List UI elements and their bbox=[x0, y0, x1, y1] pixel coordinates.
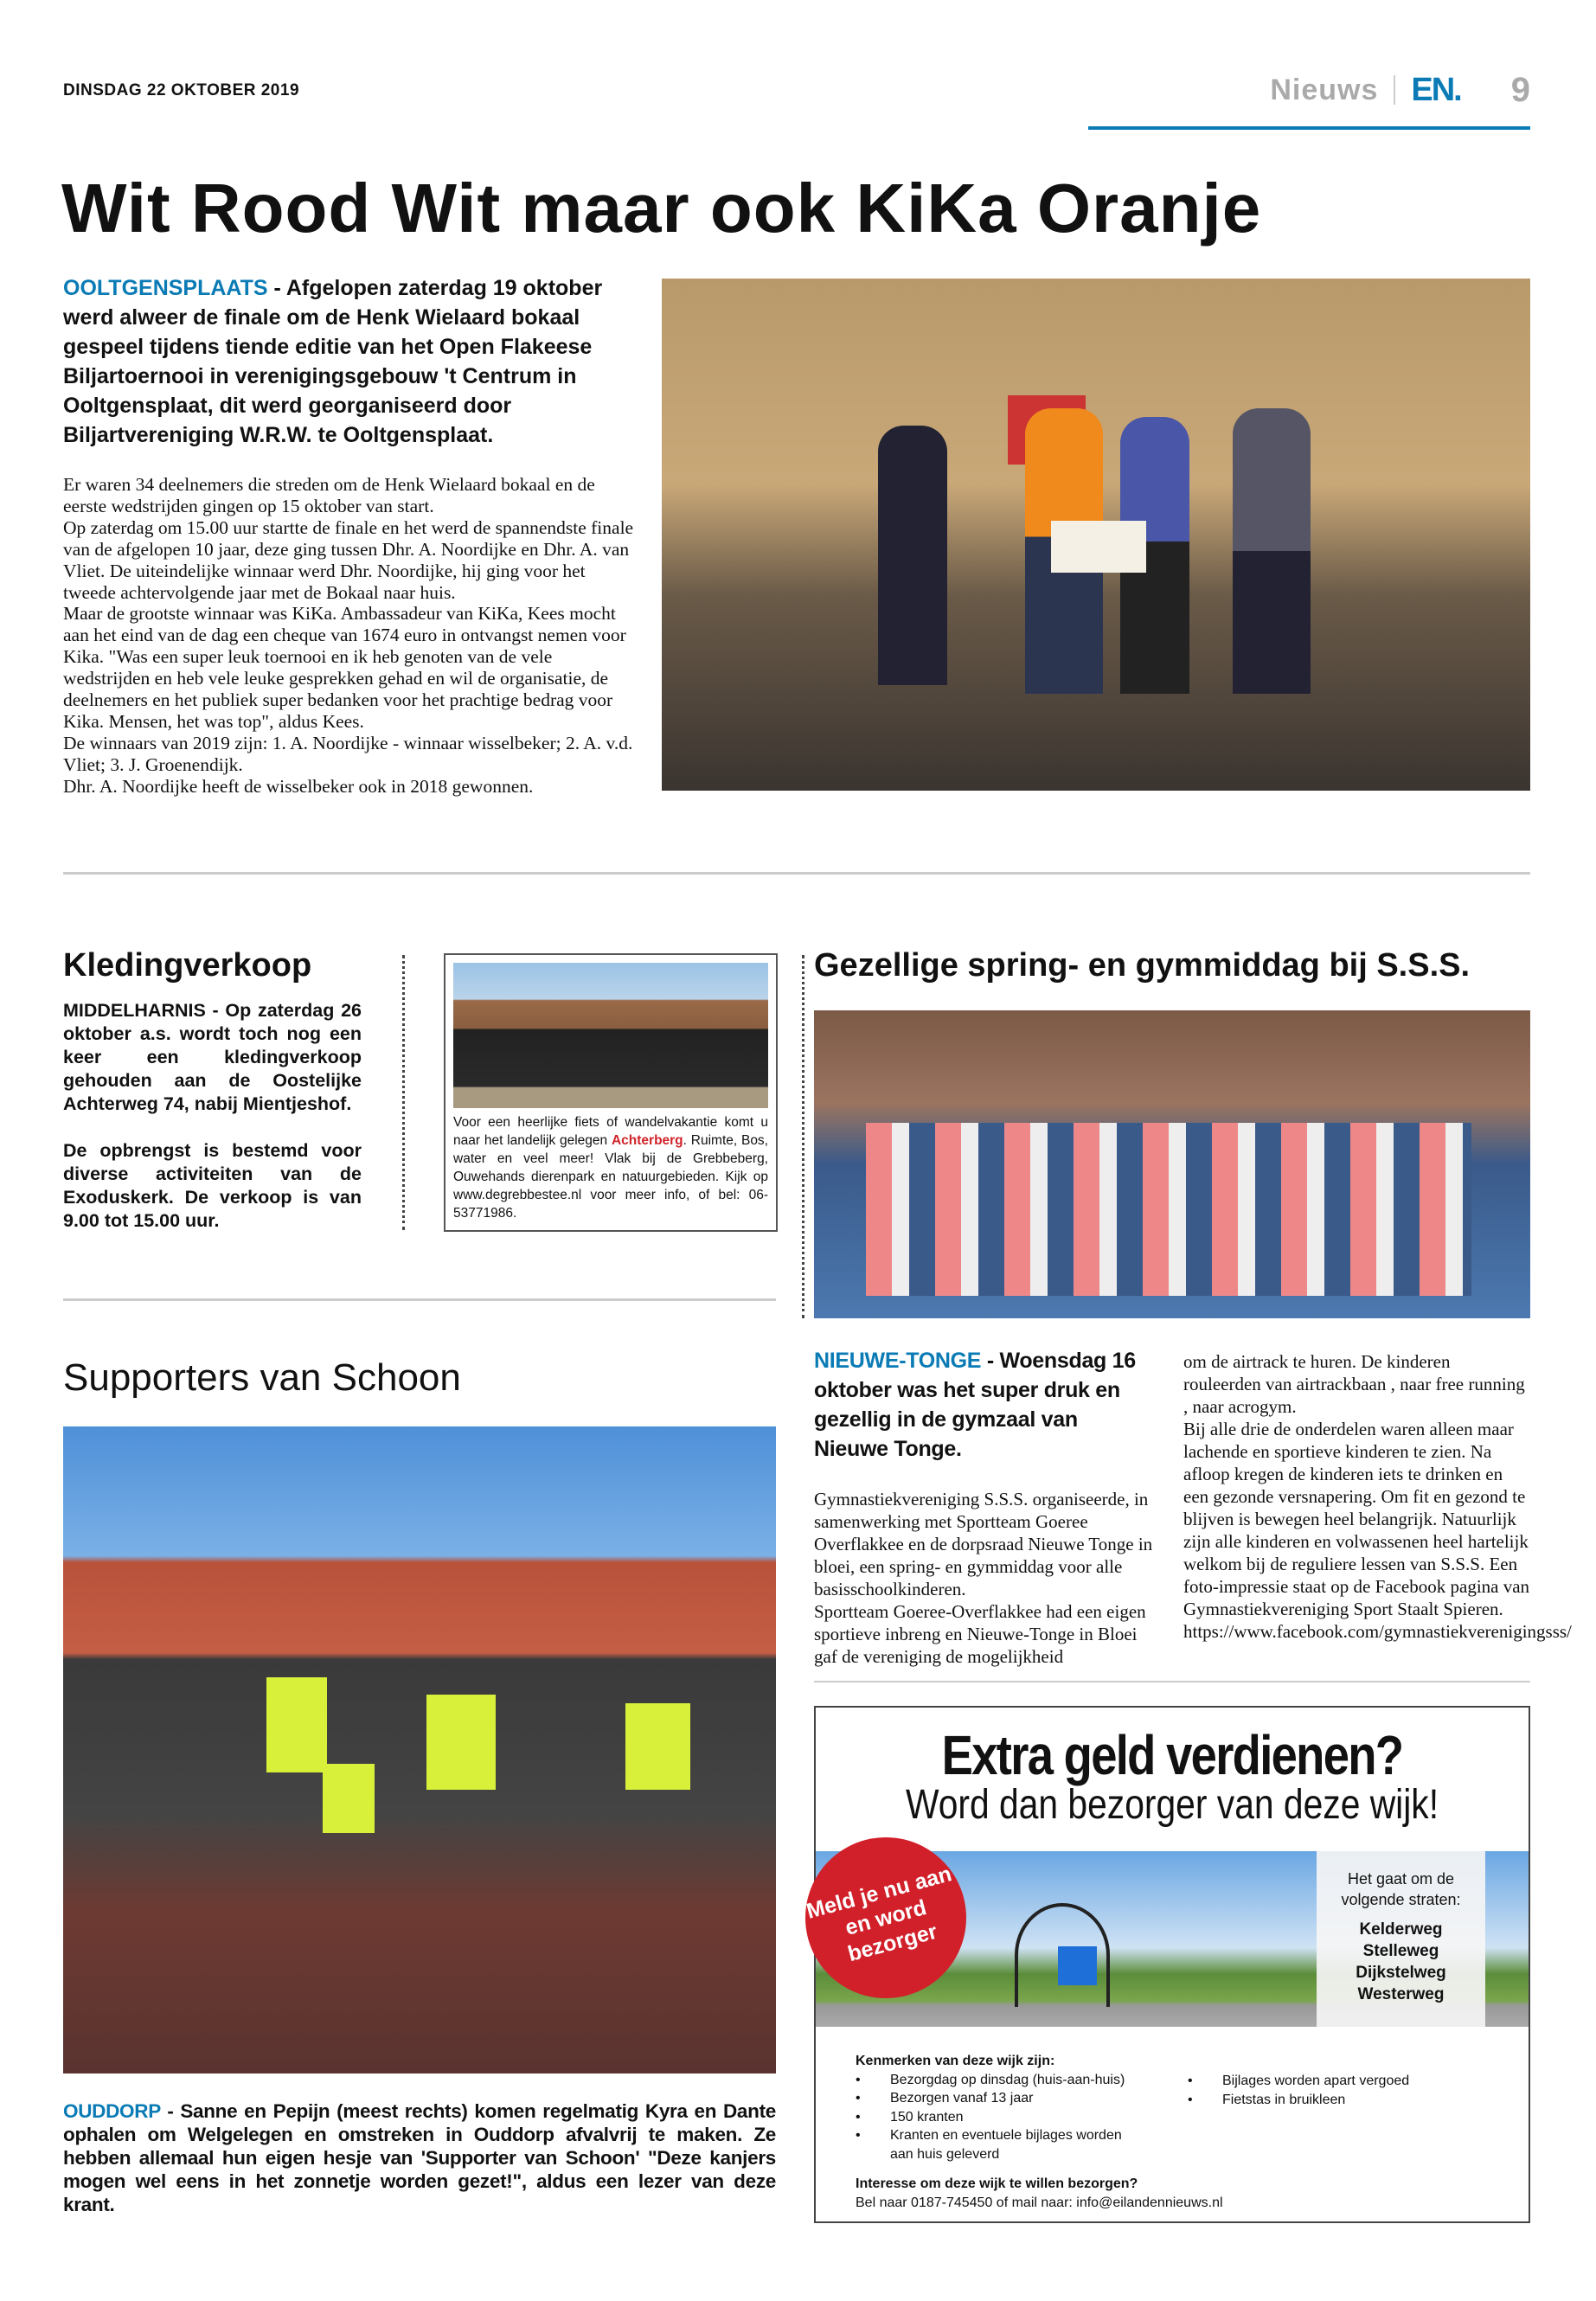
kledingverkoop-title: Kledingverkoop bbox=[63, 947, 312, 984]
supporters-title: Supporters van Schoon bbox=[63, 1356, 461, 1399]
vest bbox=[266, 1677, 327, 1772]
children-group bbox=[866, 1123, 1471, 1296]
gym-body-col2 bbox=[1183, 1350, 1572, 1643]
feature-item: • Bezorgen vanaf 13 jaar bbox=[856, 2089, 1141, 2108]
issue-date: DINSDAG 22 OKTOBER 2019 bbox=[63, 81, 300, 99]
feature-item: • Fietstas in bruikleen bbox=[1188, 2091, 1409, 2110]
dateline: OUDDORP bbox=[63, 2100, 161, 2122]
dateline: NIEUWE-TONGE bbox=[814, 1349, 982, 1373]
feature-item: • Bijlages worden apart vergoed bbox=[1188, 2072, 1409, 2091]
advert-headline: Extra geld verdienen? bbox=[941, 1724, 1403, 1786]
cta-title: Interesse om deze wijk te willen bezorgen? bbox=[856, 2176, 1138, 2191]
paragraph: Dhr. A. Noordijke heeft de wisselbeker ook in 2018 gewonnen. bbox=[63, 775, 534, 797]
lead-text: - Woensdag 16 oktober was het super druk en gezellig in de gymzaal van Nieuwe Tonge. bbox=[814, 1349, 1136, 1461]
delivery-bag bbox=[1058, 1946, 1097, 1985]
section-divider bbox=[814, 1681, 1530, 1682]
features-list bbox=[856, 2052, 1141, 2163]
paragraph: Gymnastiekvereniging S.S.S. organiseerde, in samenwerking met Sportteam Goeree Overflakkee en de dorpsraad Nieuwe Tonge in bloei, een spring- en gymmiddag voor alle basisschoolkinderen. bbox=[814, 1489, 1153, 1599]
person bbox=[878, 426, 947, 685]
feature-item: • Kranten en eventuele bijlages worden aan huis geleverd bbox=[856, 2126, 1141, 2163]
paragraph: Op zaterdag om 15.00 uur startte de finale en het werd de spannendste finale van de afgelopen 10 jaar, deze ging tussen Dhr. A. Noordijke en Dhr. A. van Vliet. De uiteindelijke winnaar werd Dhr. Noordijke, hij ging voor het tweede achtervolgende jaar met de Bokaal naar huis. bbox=[63, 516, 634, 603]
text: Voor een heerlijke fiets of wandelvakantie komt u naar het landelijk gelegen bbox=[453, 1115, 768, 1148]
streets-intro: Het gaat om de volgende straten: bbox=[1341, 1870, 1461, 1908]
article-lead bbox=[63, 273, 630, 450]
dateline: OOLTGENSPLAATS bbox=[63, 276, 268, 300]
advert-text bbox=[453, 1113, 768, 1222]
newspaper-logo: EN. bbox=[1411, 71, 1461, 108]
features-title: Kenmerken van deze wijk zijn: bbox=[856, 2054, 1055, 2068]
cta-text: Bel naar 0187-745450 of mail naar: info@eilandennieuws.nl bbox=[856, 2195, 1223, 2210]
paragraph: om de airtrack te huren. De kinderen rouleerden van airtrackbaan , naar free running , naar acrogym. bbox=[1183, 1351, 1525, 1417]
paragraph: Maar de grootste winnaar was KiKa. Ambassadeur van KiKa, Kees mocht aan het eind van de dag een cheque van 1674 euro in ontvangst nemen voor Kika. "Was een super leuk toernooi en ik heb genoten van de vele wedstrijden en heb vele leuke gesprekken gehad en wil de organisatie, de deelnemers en het publiek super bedanken voor het prachtige bedrag voor Kika. Mensen, het was top", aldus Kees. bbox=[63, 603, 626, 732]
highlight: Achterberg bbox=[611, 1133, 683, 1148]
signup-badge: Meld je nu aan en word bezorger bbox=[787, 1819, 984, 2016]
vest bbox=[323, 1764, 375, 1833]
article-body bbox=[63, 474, 634, 798]
paragraph: MIDDELHARNIS - Op zaterdag 26 oktober a.s. wordt toch nog een keer een kledingverkoop gehouden aan de Oostelijke Achterweg 74, nabij Mientjeshof. bbox=[63, 1000, 362, 1114]
achterberg-advert bbox=[444, 953, 778, 1232]
contact-info bbox=[856, 2175, 1223, 2213]
paragraph: Bij alle drie de onderdelen waren alleen maar lachende en sportieve kinderen te zien. Na afloop kregen de kinderen iets te drinken en een gezonde versnapering. Om fit en gezond te blijven is bewegen heel belangrijk. Natuurlijk zijn alle kinderen en volwassenen heel hartelijk welkom bij de reguliere lessen van S.S.S. Een foto-impressie staat op de Facebook pagina van Gymnastiekvereniging Sport Staalt Spieren. https://www.facebook.com/gymnastiekverenigingsss/ bbox=[1183, 1419, 1572, 1642]
section-label: Nieuws bbox=[1270, 73, 1379, 106]
lead-text: - Afgelopen zaterdag 19 oktober werd alweer de finale om de Henk Wielaard bokaal gespeel tijdens tiende editie van het Open Flakeese Biljartoernooi in verenigingsgebouw 't Centrum in Ooltgensplaat, dit werd georganiseerd door Biljartvereniging W.R.W. te Ooltgensplaat. bbox=[63, 276, 603, 447]
supporters-caption bbox=[63, 2099, 776, 2216]
section-divider bbox=[63, 872, 1530, 875]
page-header bbox=[1088, 62, 1530, 130]
street: Westerweg bbox=[1357, 1985, 1445, 2003]
gym-body-col1 bbox=[814, 1488, 1160, 1668]
gym-lead bbox=[814, 1346, 1157, 1464]
section-divider bbox=[63, 1298, 776, 1301]
vest bbox=[426, 1695, 496, 1790]
gym-title: Gezellige spring- en gymmiddag bij S.S.S. bbox=[814, 947, 1471, 984]
paragraph: De winnaars van 2019 zijn: 1. A. Noordijke - winnaar wisselbeker; 2. A. v.d. Vliet; 3. J. Groenendijk. bbox=[63, 732, 633, 775]
street: Dijkstelweg bbox=[1356, 1964, 1446, 1982]
feature-item: • Bezorgdag op dinsdag (huis-aan-huis) bbox=[856, 2071, 1141, 2090]
cheque bbox=[1051, 521, 1146, 573]
supporters-photo bbox=[63, 1426, 776, 2073]
paragraph: Er waren 34 deelnemers die streden om de Henk Wielaard bokaal en de eerste wedstrijden gingen op 15 oktober van start. bbox=[63, 474, 595, 516]
text: . Ruimte, Bos, water en veel meer! Vlak bij de Grebbeberg, Ouwehands dierenpark en natuurgebieden. Kijk op www.degrebbestee.nl voor meer info, of bel: 06-53771986. bbox=[453, 1133, 768, 1221]
features-list-2 bbox=[1188, 2072, 1409, 2109]
column-rule bbox=[802, 955, 804, 1318]
kledingverkoop-body bbox=[63, 999, 362, 1233]
divider bbox=[1394, 75, 1395, 105]
street: Stelleweg bbox=[1362, 1942, 1439, 1960]
feature-item: • 150 kranten bbox=[856, 2108, 1141, 2127]
advert-subline: Word dan bezorger van deze wijk! bbox=[905, 1782, 1439, 1828]
streets-panel bbox=[1317, 1851, 1485, 2027]
gym-photo bbox=[814, 1010, 1530, 1318]
article-title: Wit Rood Wit maar ook KiKa Oranje bbox=[61, 170, 1262, 247]
person bbox=[1233, 408, 1311, 694]
bezorger-advert bbox=[804, 1706, 1530, 2223]
column-rule bbox=[402, 955, 405, 1230]
vest bbox=[625, 1703, 690, 1790]
billiards-award-photo bbox=[662, 279, 1530, 791]
street: Kelderweg bbox=[1359, 1920, 1443, 1939]
paragraph: Sportteam Goeree-Overflakkee had een eigen sportieve inbreng en Nieuwe-Tonge in Bloei gaf de vereniging de mogelijkheid bbox=[814, 1601, 1146, 1667]
house-photo bbox=[453, 963, 768, 1108]
page-number: 9 bbox=[1510, 70, 1530, 109]
caption-text: - Sanne en Pepijn (meest rechts) komen regelmatig Kyra en Dante ophalen om Welgelegen en omstreken in Ouddorp afvalvrij te maken. Ze hebben allemaal hun eigen hesje van 'Supporter van Schoon' "Deze kanjers mogen wel eens in het zonnetje worden gezet!", aldus een lezer van deze krant. bbox=[63, 2100, 776, 2215]
paragraph: De opbrengst is bestemd voor diverse activiteiten van de Exoduskerk. De verkoop is van 9.00 tot 15.00 uur. bbox=[63, 1140, 362, 1231]
